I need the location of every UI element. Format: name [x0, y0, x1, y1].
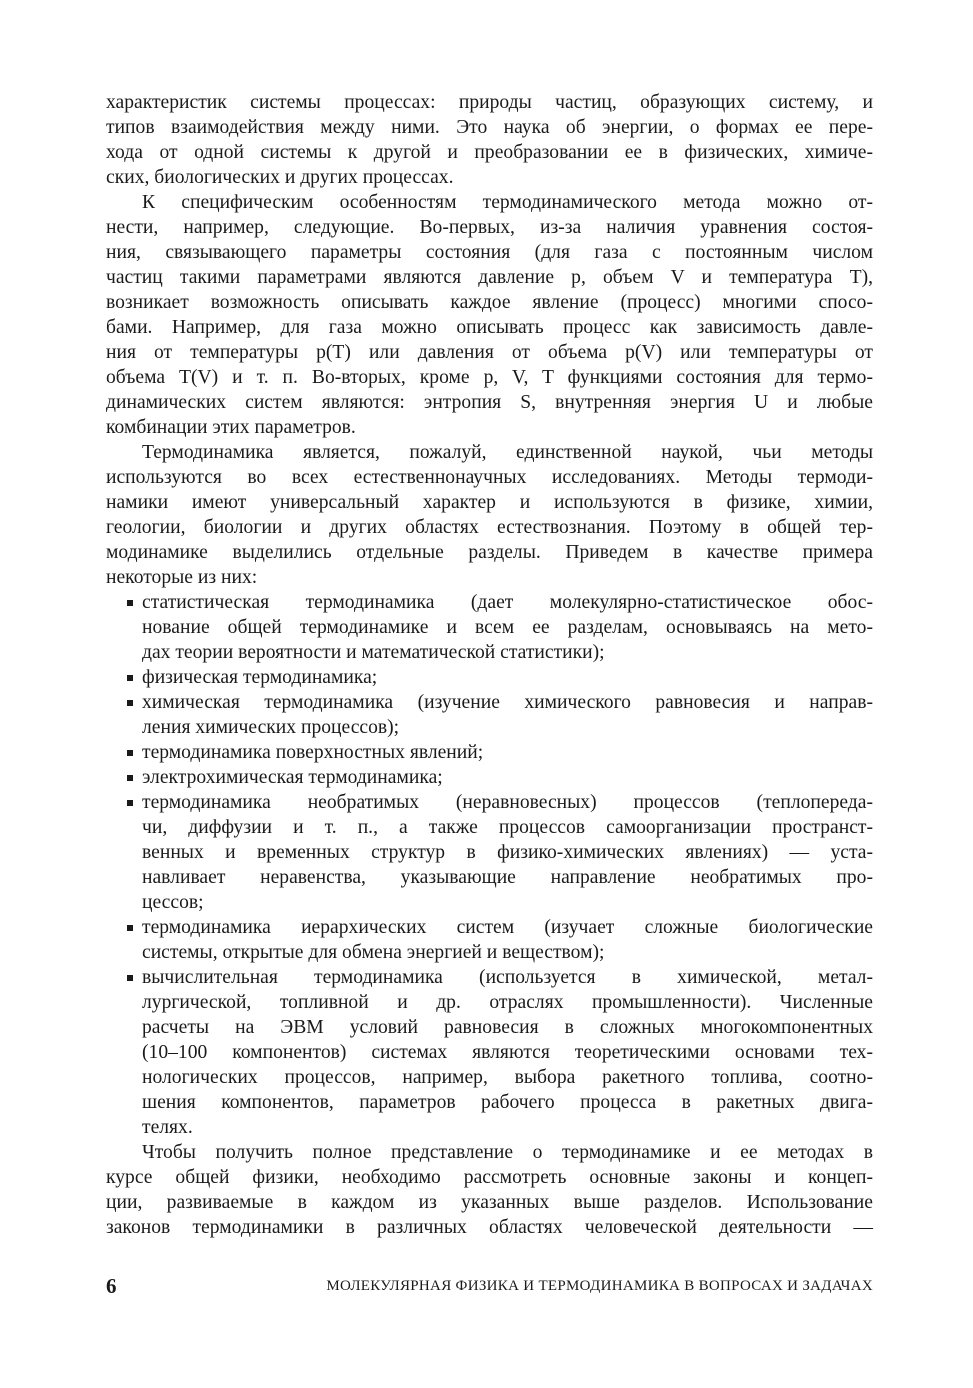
text-line	[106, 165, 873, 190]
line-text: модинамике выделились отдельные разделы. Приведем в качестве примера	[106, 542, 873, 563]
list-item-line	[106, 765, 873, 790]
text-line	[106, 265, 873, 290]
line-text: (10–100 компонентов) системах являются теоретическими основами тех-	[142, 1042, 873, 1063]
text-line	[106, 1040, 873, 1065]
text-line	[106, 440, 873, 465]
bullet-square-icon	[127, 750, 133, 756]
line-text: возникает возможность описывать каждое явление (процесс) многими спосо-	[106, 292, 873, 313]
running-title: МОЛЕКУЛЯРНАЯ ФИЗИКА И ТЕРМОДИНАМИКА В ВОПРОСАХ И ЗАДАЧАХ	[326, 1278, 873, 1294]
text-line	[106, 90, 873, 115]
line-text: термодинамика необратимых (неравновесных) процессов (теплопереда-	[142, 792, 873, 813]
line-text: навливает неравенства, указывающие направление необратимых про-	[142, 867, 873, 888]
line-text: типов взаимодействия между ними. Это наука об энергии, о формах ее пере-	[106, 117, 873, 138]
text-line	[106, 990, 873, 1015]
page-footer	[106, 1274, 873, 1298]
bullet-square-icon	[127, 700, 133, 706]
line-text: ния, связывающего параметры состояния (для газа с постоянным числом	[106, 242, 873, 263]
line-text: венных и временных структур в физико-химических явлениях) — уста-	[142, 842, 873, 863]
text-line	[106, 1015, 873, 1040]
line-text: курсе общей физики, необходимо рассмотреть основные законы и концеп-	[106, 1167, 873, 1188]
line-text: чи, диффузии и т. п., а также процессов самоорганизации пространст-	[142, 817, 873, 838]
line-text: К специфическим особенностям термодинамического метода можно от-	[142, 192, 873, 213]
list-item-line	[106, 740, 873, 765]
line-text: системы, открытые для обмена энергией и веществом);	[142, 942, 605, 963]
text-line	[106, 1090, 873, 1115]
text-line	[106, 940, 873, 965]
list-item-line	[106, 965, 873, 990]
text-line	[106, 640, 873, 665]
text-line	[106, 290, 873, 315]
line-text: некоторые из них:	[106, 567, 258, 588]
bullet-square-icon	[127, 600, 133, 606]
text-line	[106, 840, 873, 865]
line-text: ции, развиваемые в каждом из указанных выше разделов. Использование	[106, 1192, 873, 1213]
line-text: нование общей термодинамике и всем ее разделам, основываясь на мето-	[142, 617, 873, 638]
line-text: ских, биологических и других процессах.	[106, 167, 454, 188]
bullet-square-icon	[127, 925, 133, 931]
line-text: хода от одной системы к другой и преобразовании ее в физических, химиче-	[106, 142, 873, 163]
bullet-square-icon	[127, 800, 133, 806]
text-line	[106, 315, 873, 340]
list-item-line	[106, 690, 873, 715]
bullet-square-icon	[127, 975, 133, 981]
text-line	[106, 1115, 873, 1140]
text-line	[106, 890, 873, 915]
text-line	[106, 340, 873, 365]
page-number: 6	[106, 1274, 117, 1298]
text-line	[106, 1140, 873, 1165]
text-line	[106, 365, 873, 390]
line-text: шения компонентов, параметров рабочего процесса в ракетных двига-	[142, 1092, 873, 1113]
line-text: ления химических процессов);	[142, 717, 400, 738]
line-text: геологии, биологии и других областях естествознания. Поэтому в общей тер-	[106, 517, 873, 538]
line-text: химическая термодинамика (изучение химического равновесия и направ-	[142, 692, 873, 713]
line-text: ния от температуры p(T) или давления от объема p(V) или температуры от	[106, 342, 873, 363]
line-text: лургической, топливной и др. отраслях промышленности). Численные	[142, 992, 873, 1013]
line-text: используются во всех естественнонаучных исследованиях. Методы термоди-	[106, 467, 873, 488]
text-line	[106, 1190, 873, 1215]
line-text: цессов;	[142, 892, 204, 913]
list-item-line	[106, 665, 873, 690]
text-line	[106, 190, 873, 215]
line-text: бами. Например, для газа можно описывать процесс как зависимость давле-	[106, 317, 873, 338]
line-text: частиц такими параметрами являются давление p, объем V и температура T),	[106, 267, 873, 288]
line-text: динамических систем являются: энтропия S, внутренняя энергия U и любые	[106, 392, 873, 413]
text-line	[106, 865, 873, 890]
list-item-line	[106, 790, 873, 815]
line-text: статистическая термодинамика (дает молекулярно-статистическое обос-	[142, 592, 873, 613]
text-line	[106, 615, 873, 640]
list-item-line	[106, 590, 873, 615]
text-line	[106, 465, 873, 490]
text-line	[106, 240, 873, 265]
line-text: электрохимическая термодинамика;	[142, 767, 443, 788]
bullet-square-icon	[127, 775, 133, 781]
text-line	[106, 815, 873, 840]
text-line	[106, 215, 873, 240]
line-text: дах теории вероятности и математической статистики);	[142, 642, 605, 663]
text-line	[106, 515, 873, 540]
text-line	[106, 415, 873, 440]
text-line	[106, 140, 873, 165]
page-body-text	[106, 90, 873, 1240]
text-line	[106, 565, 873, 590]
line-text: законов термодинамики в различных областях человеческой деятельности —	[106, 1217, 873, 1238]
text-line	[106, 1165, 873, 1190]
line-text: комбинации этих параметров.	[106, 417, 356, 438]
text-line	[106, 540, 873, 565]
text-line	[106, 390, 873, 415]
line-text: вычислительная термодинамика (используется в химической, метал-	[142, 967, 873, 988]
line-text: телях.	[142, 1117, 193, 1138]
line-text: нести, например, следующие. Во-первых, из-за наличия уравнения состоя-	[106, 217, 873, 238]
text-line	[106, 1215, 873, 1240]
line-text: Термодинамика является, пожалуй, единственной наукой, чьи методы	[142, 442, 873, 463]
line-text: термодинамика иерархических систем (изучает сложные биологические	[142, 917, 873, 938]
line-text: намики имеют универсальный характер и используются в физике, химии,	[106, 492, 873, 513]
text-line	[106, 1065, 873, 1090]
line-text: характеристик системы процессах: природы частиц, образующих систему, и	[106, 92, 873, 113]
line-text: Чтобы получить полное представление о термодинамике и ее методах в	[142, 1142, 873, 1163]
text-line	[106, 715, 873, 740]
line-text: термодинамика поверхностных явлений;	[142, 742, 484, 763]
text-line	[106, 490, 873, 515]
bullet-square-icon	[127, 675, 133, 681]
text-line	[106, 115, 873, 140]
line-text: объема T(V) и т. п. Во-вторых, кроме p, V, T функциями состояния для термо-	[106, 367, 873, 388]
line-text: расчеты на ЭВМ условий равновесия в сложных многокомпонентных	[142, 1017, 873, 1038]
line-text: физическая термодинамика;	[142, 667, 378, 688]
list-item-line	[106, 915, 873, 940]
line-text: нологических процессов, например, выбора ракетного топлива, соотно-	[142, 1067, 873, 1088]
